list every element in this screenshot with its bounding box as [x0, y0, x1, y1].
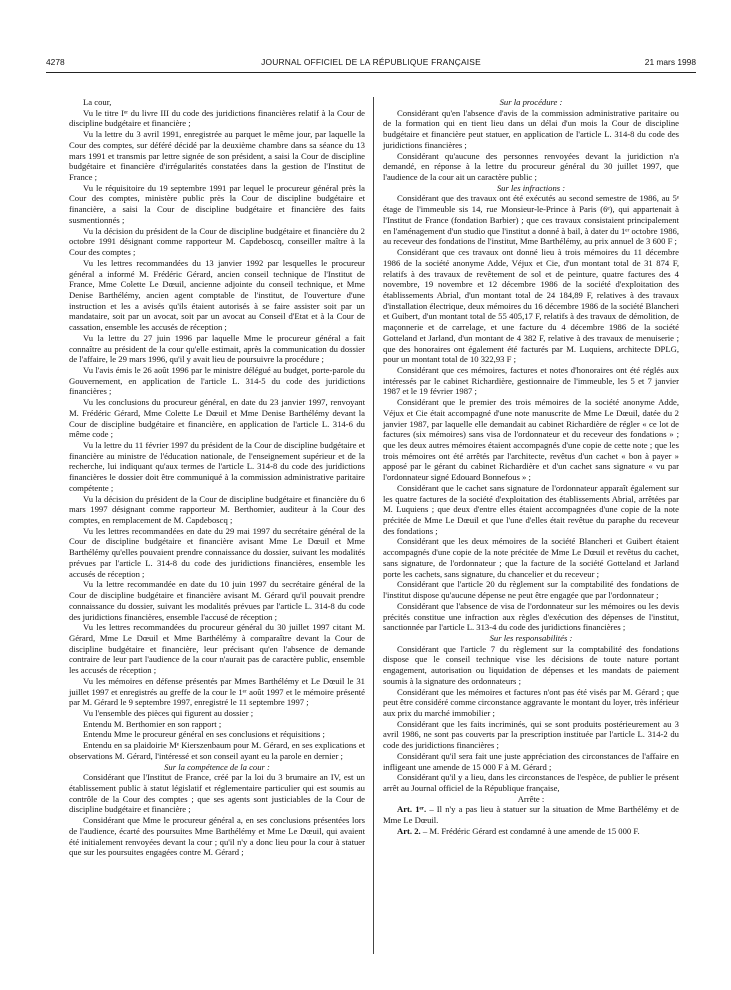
body-paragraph: Vu le réquisitoire du 19 septembre 1991 par lequel le procureur général près la Cour des comptes, ministère public près la Cour de discipline budgétaire et financière, a saisi la Cour de discipline budgétaire et financière des faits susmentionnés ;	[69, 182, 365, 225]
article-label: Art. 2.	[397, 825, 421, 836]
body-paragraph: Vu la lettre du 3 avril 1991, enregistrée au parquet le même jour, par laquelle la Cour des comptes, sur déféré décidé par la deuxième chambre dans sa séance du 13 mars 1991 et transmis par lettre signée de son président, a saisi la Cour de discipline budgétaire et financière d'irrégularités constatées dans la gestion de l'Institut de France ;	[69, 129, 365, 183]
body-paragraph: Vu les lettres recommandées du procureur général du 30 juillet 1997 citant M. Gérard, Mme Le Dœuil et Mme Barthélémy à comparaître devant la Cour de discipline budgétaire et financière, leur précisant qu'en l'absence de demande contraire de leur part l'audience de la cour n'aurait pas de caractère public, ensemble les accusés de réception ;	[69, 622, 365, 676]
page-header	[46, 56, 696, 70]
body-paragraph: Considérant que les mémoires et factures n'ont pas été visés par M. Gérard ; que peut être considéré comme circonstance aggravante le montant du loyer, très inférieur aux prix du marché immobilier ;	[383, 686, 679, 718]
body-paragraph: Vu l'avis émis le 26 août 1996 par le ministre délégué au budget, porte-parole du Gouvernement, en application de l'article L. 314-5 du code des juridictions financières ;	[69, 364, 365, 397]
body-paragraph: La cour,	[83, 97, 112, 107]
section-subheading: Sur la procédure :	[499, 97, 563, 107]
body-paragraph: Vu les lettres recommandées en date du 29 mai 1997 du secrétaire général de la Cour de discipline budgétaire et financière avisant Mme Le Dœuil et Mme Barthélémy qu'elles pouvaient prendre connaissance du dossier, suivant les modalités prévues par l'article L. 314-8 du code des juridictions financières, ensemble les accusés de réception ;	[69, 525, 365, 579]
body-paragraph: Considérant qu'il y a lieu, dans les circonstances de l'espèce, de publier le présent arrêt au Journal officiel de la République française,	[383, 772, 679, 793]
body-paragraph: Considérant qu'en l'absence d'avis de la commission administrative paritaire ou de la formation qui en tient lieu dans un délai d'un mois la Cour de discipline budgétaire et financière peut statuer, en application de l'article L. 314-8 du code des juridictions financières ;	[383, 107, 679, 150]
body-paragraph: Vu les lettres recommandées du 13 janvier 1992 par lesquelles le procureur général a informé M. Frédéric Gérard, ancien conseil technique de l'Institut de France, Mme Colette Le Dœuil, ancienne adjointe du conseil technique, et Mme Denise Barthélémy, ancien agent comptable de l'institut, de l'ouverture d'une instruction et les a avisés qu'ils étaient autorisés à se faire assister soit par un mandataire, soit par un avocat, soit par un avocat au Conseil d'Etat et à la Cour de cassation, ensemble les accusés de réception ;	[69, 257, 365, 333]
publication-date: 21 mars 1998	[644, 57, 696, 67]
section-subheading: Sur les responsabilités :	[489, 632, 573, 643]
body-paragraph: Considérant que le cachet sans signature de l'ordonnateur apparaît également sur les quatre factures de la société d'exploitation des établissements Abrial, arrêtées par M. Luquiens ; que deux d'entre elles étaient accompagnées d'une copie de la note précitée de Mme Le Dœuil et que l'une d'elles était revêtue du paraphe du receveur des fondations ;	[383, 482, 679, 536]
body-paragraph: Considérant que le premier des trois mémoires de la société anonyme Adde, Véjux et Cie était accompagné d'une note manuscrite de Mme Le Dœuil, datée du 2 janvier 1987, par laquelle elle demandait au cabinet Richardière de régler « ce lot de factures (six mémoires) sans visa de l'ordonnateur et du receveur des fondations » ; que les deux autres mémoires étaient accompagnés d'une copie de cette note ; que les trois mémoires ont été arrêtés par l'architecte, revêtus d'un cachet « bon à payer » apposé par le gérant du cabinet Richardière et d'un cachet sans signature « vu par l'ordonnateur signé Edouard Bonnefous » ;	[383, 397, 679, 483]
page-number: 4278	[46, 57, 65, 67]
body-paragraph: Considérant que l'Institut de France, créé par la loi du 3 brumaire an IV, est un établissement public à statut législatif et réglementaire particulier qui est soumis au contrôle de la Cour des comptes ; que ses agents sont justiciables de la Cour de discipline budgétaire et financière ;	[69, 772, 365, 815]
section-subheading: Sur la compétence de la cour :	[164, 761, 270, 772]
body-paragraph: Vu la lettre du 27 juin 1996 par laquelle Mme le procureur général a fait connaître au président de la cour qu'elle estimait, après la communication du dossier de l'affaire, le 29 mars 1996, qu'il y avait lieu de poursuivre la procédure ;	[69, 332, 365, 365]
body-paragraph: Considérant que l'article 20 du règlement sur la comptabilité des fondations de l'institut dispose qu'aucune dépense ne peut être engagée que par l'ordonnateur ;	[383, 579, 679, 601]
body-paragraph: Vu le titre Iᵉʳ du livre III du code des juridictions financières relatif à la Cour de discipline budgétaire et financière ;	[69, 107, 365, 129]
body-paragraph: Vu l'ensemble des pièces qui figurent au dossier ;	[83, 707, 254, 718]
article-paragraph	[383, 826, 679, 837]
journal-title: JOURNAL OFFICIEL DE LA RÉPUBLIQUE FRANÇAISE	[261, 57, 481, 67]
body-paragraph: Vu la décision du président de la Cour de discipline budgétaire et financière du 2 octobre 1991 désignant comme rapporteur M. Capdeboscq, conseiller maître à la Cour des comptes ;	[69, 225, 365, 258]
body-paragraph: Considérant que ces travaux ont donné lieu à trois mémoires du 11 décembre 1986 de la société anonyme Adde, Véjux et Cie, d'un montant total de 31 874 F, relatifs à des travaux de revêtement de sol et de peinture, quatre factures des 4 novembre, 19 novembre et 12 décembre 1986 de la société d'exploitation des établissements Abrial, d'un montant total de 24 184,89 F, relatives à des travaux d'installation électrique, deux mémoires du 16 décembre 1986 de la société Blancheri et Guibert, d'un montant total de 55 405,17 F, relatifs à des travaux de démolition, de maçonnerie et de carrelage, et une facture du 4 décembre 1986 de la société Gotteland et Jarland, d'un montant de 4 382 F, relative à des travaux de menuiserie ; que des honoraires ont également été facturés par M. Luquiens, architecte DPLG, pour un montant total de 10 322,93 F ;	[383, 247, 679, 365]
article-text: – Il n'y a pas lieu à statuer sur la situation de Mme Barthélémy et de Mme Le Dœuil.	[383, 804, 680, 826]
body-paragraph: Vu la lettre du 11 février 1997 du président de la Cour de discipline budgétaire et financière au ministre de l'éducation nationale, de l'enseignement supérieur et de la recherche, lui indiquant qu'aux termes de l'article L. 314-8 du code des juridictions financières le dossier doit être communiqué à la commission administrative paritaire compétente ;	[69, 440, 365, 493]
body-paragraph: Vu les mémoires en défense présentés par Mmes Barthélémy et Le Dœuil le 31 juillet 1997 et enregistrés au greffe de la cour le 1ᵉʳ août 1997 et le mémoire présenté par M. Gérard le 9 septembre 1997, enregistré le 11 septembre 1997 ;	[69, 675, 365, 708]
body-paragraph: Entendu en sa plaidoirie Mᵉ Kierszenbaum pour M. Gérard, en ses explications et observations M. Gérard, l'intéressé et son conseil ayant eu la parole en dernier ;	[69, 740, 365, 761]
body-paragraph: Considérant qu'il sera fait une juste appréciation des circonstances de l'affaire en infligeant une amende de 15 000 F à M. Gérard ;	[383, 750, 679, 772]
body-paragraph: Entendu Mme le procureur général en ses conclusions et réquisitions ;	[83, 729, 325, 740]
article-paragraph	[383, 804, 679, 825]
arrete-heading: Arrête :	[517, 793, 545, 804]
body-paragraph: Considérant que ces mémoires, factures et notes d'honoraires ont été réglés aux intéressés par le cabinet Richardière, gestionnaire de l'immeuble, les 5 et 7 janvier 1987 et le 19 février 1987 ;	[383, 364, 679, 397]
article-label: Art. 1ᵉʳ.	[397, 804, 427, 815]
column-separator	[373, 97, 374, 954]
section-subheading: Sur les infractions :	[496, 182, 566, 193]
header-rule	[46, 72, 696, 73]
body-paragraph: Considérant que les faits incriminés, qui se sont produits postérieurement au 3 avril 1986, ne sont pas couverts par la prescription instituée par l'article L. 314-2 du code des juridictions financières ;	[383, 718, 679, 751]
body-paragraph: Considérant que des travaux ont été exécutés au second semestre de 1986, au 5ᵉ étage de l'immeuble sis 14, rue Monsieur-le-Prince à Paris (6ᵉ), qui appartenait à l'Institut de France (fondation Barbier) ; que ces travaux consistaient principalement en l'aménagement d'un studio que l'institut a donné à bail, à dater du 1ᵉʳ octobre 1986, au receveur des fondations de l'institut, Mme Barthélémy, au prix annuel de 3 600 F ;	[383, 193, 679, 247]
body-paragraph: Entendu M. Berthomier en son rapport ;	[83, 718, 222, 729]
body-paragraph: Vu les conclusions du procureur général, en date du 23 janvier 1997, renvoyant M. Frédéric Gérard, Mme Colette Le Dœuil et Mme Denise Barthélémy devant la Cour de discipline budgétaire et financière, en application de l'article L. 314-6 du même code ;	[69, 397, 365, 440]
right-column	[383, 97, 679, 837]
body-paragraph: Considérant que Mme le procureur général a, en ses conclusions présentées lors de l'audience, écarté des poursuites Mme Barthélémy et Mme Le Dœuil, qui avaient été initialement renvoyées devant la cour ; qu'il n'y a donc lieu pour la cour à statuer que sur les poursuites engagées contre M. Gérard ;	[69, 815, 365, 858]
article-text: – M. Frédéric Gérard est condamné à une amende de 15 000 F.	[422, 825, 640, 836]
body-paragraph: Vu la lettre recommandée en date du 10 juin 1997 du secrétaire général de la Cour de discipline budgétaire et financière avisant M. Gérard qu'il pouvait prendre connaissance du dossier, suivant les modalités prévues par l'article L. 314-8 du code des juridictions financières, ensemble l'accusé de réception ;	[69, 579, 365, 622]
left-column	[69, 97, 365, 858]
body-paragraph: Considérant que l'absence de visa de l'ordonnateur sur les mémoires ou les devis précités constitue une infraction aux règles d'exécution des dépenses de l'institut, sanctionnée par l'article L. 313-4 du code des juridictions financières ;	[383, 600, 679, 633]
body-paragraph: Considérant que les deux mémoires de la société Blancheri et Guibert étaient accompagnés d'une copie de la note précitée de Mme Le Dœuil et revêtus du cachet, sans signature, de l'ordonnateur ; que la facture de la société Gotteland et Jarland porte les cachets, sans signature, du chancelier et du receveur ;	[383, 536, 679, 579]
body-paragraph: Considérant qu'aucune des personnes renvoyées devant la juridiction n'a demandé, en réponse à la lettre du procureur général du 30 juillet 1997, que l'audience de la cour ait un caractère public ;	[383, 150, 679, 183]
body-paragraph: Considérant que l'article 7 du règlement sur la comptabilité des fondations dispose que le conseil technique vise les décisions de toute nature portant engagement, autorisation ou liquidation de dépenses et les mandats de paiement soumis à la signature des ordonnateurs ;	[383, 643, 679, 686]
body-paragraph: Vu la décision du président de la Cour de discipline budgétaire et financière du 6 mars 1997 désignant comme rapporteur M. Berthomier, auditeur à la Cour des comptes, en remplacement de M. Capdeboscq ;	[69, 493, 365, 526]
